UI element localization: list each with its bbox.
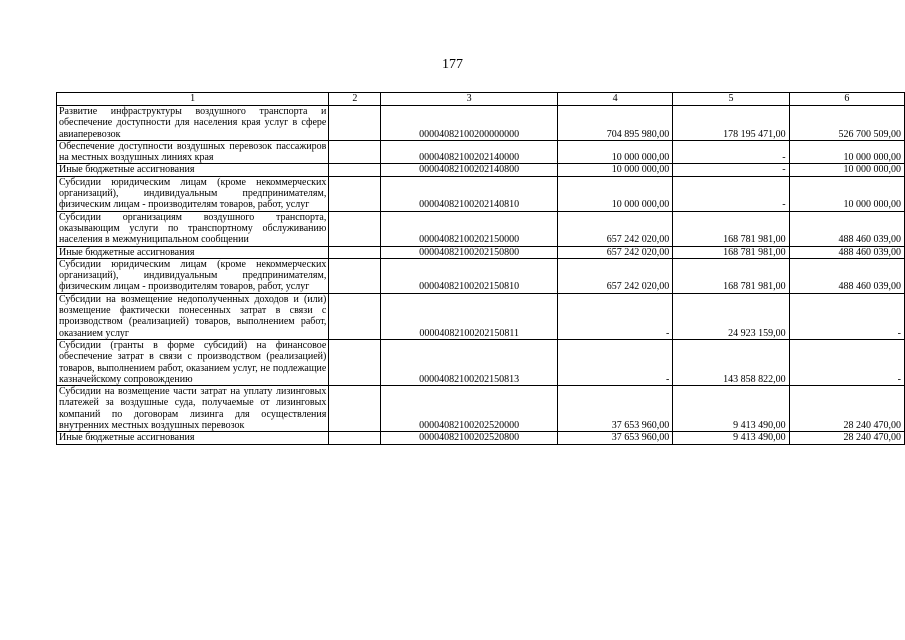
table-row <box>57 176 905 211</box>
row-column-2-cell <box>329 432 381 444</box>
row-value-4-cell: - <box>557 339 672 385</box>
table-header-row <box>57 93 905 106</box>
table-row <box>57 211 905 246</box>
row-code-cell: 00004082100202150813 <box>381 339 558 385</box>
row-column-2-cell <box>329 176 381 211</box>
row-value-4-cell: 10 000 000,00 <box>557 176 672 211</box>
table-row <box>57 432 905 444</box>
row-name-cell: Иные бюджетные ассигнования <box>57 246 329 258</box>
column-header: 6 <box>789 93 904 106</box>
table-row <box>57 246 905 258</box>
row-value-4-cell: 37 653 960,00 <box>557 386 672 432</box>
row-name-cell: Иные бюджетные ассигнования <box>57 432 329 444</box>
row-value-5-cell: 168 781 981,00 <box>673 211 789 246</box>
row-code-cell: 00004082100202150810 <box>381 258 558 293</box>
row-code-cell: 00004082100202140810 <box>381 176 558 211</box>
row-value-4-cell: 10 000 000,00 <box>557 164 672 176</box>
row-name-cell: Субсидии юридическим лицам (кроме некоммерческих организаций), индивидуальным предпринимателям, физическим лицам - производителям товаров, работ, услуг <box>57 258 329 293</box>
row-value-6-cell: 488 460 039,00 <box>789 246 904 258</box>
table-row <box>57 339 905 385</box>
row-value-6-cell: 526 700 509,00 <box>789 106 904 141</box>
row-column-2-cell <box>329 106 381 141</box>
row-value-6-cell: 10 000 000,00 <box>789 164 904 176</box>
row-value-5-cell: 9 413 490,00 <box>673 432 789 444</box>
row-column-2-cell <box>329 293 381 339</box>
page-number: 177 <box>442 57 463 72</box>
column-header: 2 <box>329 93 381 106</box>
row-code-cell: 00004082100202520000 <box>381 386 558 432</box>
table-row <box>57 258 905 293</box>
row-value-5-cell: 143 858 822,00 <box>673 339 789 385</box>
row-value-5-cell: 24 923 159,00 <box>673 293 789 339</box>
row-code-cell: 00004082100202520800 <box>381 432 558 444</box>
row-value-5-cell: - <box>673 176 789 211</box>
row-value-6-cell: 10 000 000,00 <box>789 140 904 164</box>
table-row <box>57 386 905 432</box>
row-column-2-cell <box>329 164 381 176</box>
row-column-2-cell <box>329 258 381 293</box>
row-code-cell: 00004082100202140000 <box>381 140 558 164</box>
column-header: 1 <box>57 93 329 106</box>
row-column-2-cell <box>329 339 381 385</box>
column-header: 5 <box>673 93 789 106</box>
row-value-6-cell: 488 460 039,00 <box>789 211 904 246</box>
row-name-cell: Субсидии (гранты в форме субсидий) на финансовое обеспечение затрат в связи с производством (реализацией) товаров, выполнением работ, оказанием услуг, не подлежащие казначейскому сопровождению <box>57 339 329 385</box>
row-code-cell: 00004082100202140800 <box>381 164 558 176</box>
row-name-cell: Субсидии юридическим лицам (кроме некоммерческих организаций), индивидуальным предпринимателям, физическим лицам - производителям товаров, работ, услуг <box>57 176 329 211</box>
row-value-6-cell: - <box>789 293 904 339</box>
row-value-4-cell: 657 242 020,00 <box>557 258 672 293</box>
row-value-4-cell: 704 895 980,00 <box>557 106 672 141</box>
row-value-5-cell: 168 781 981,00 <box>673 258 789 293</box>
row-value-5-cell: - <box>673 140 789 164</box>
row-code-cell: 00004082100202150000 <box>381 211 558 246</box>
row-column-2-cell <box>329 246 381 258</box>
row-name-cell: Иные бюджетные ассигнования <box>57 164 329 176</box>
row-value-6-cell: 488 460 039,00 <box>789 258 904 293</box>
row-name-cell: Субсидии на возмещение недополученных доходов и (или) возмещение фактически понесенных затрат в связи с производством (реализацией) товаров, выполнением работ, оказанием услуг <box>57 293 329 339</box>
row-value-4-cell: 10 000 000,00 <box>557 140 672 164</box>
row-name-cell: Субсидии организациям воздушного транспорта, оказывающим услуги по транспортному обслуживанию населения в межмуниципальном сообщении <box>57 211 329 246</box>
row-value-4-cell: 657 242 020,00 <box>557 246 672 258</box>
column-header: 4 <box>557 93 672 106</box>
column-header: 3 <box>381 93 558 106</box>
row-value-5-cell: 178 195 471,00 <box>673 106 789 141</box>
row-column-2-cell <box>329 211 381 246</box>
row-value-5-cell: - <box>673 164 789 176</box>
row-column-2-cell <box>329 140 381 164</box>
row-value-4-cell: - <box>557 293 672 339</box>
row-code-cell: 00004082100202150811 <box>381 293 558 339</box>
budget-table <box>56 92 905 445</box>
row-value-6-cell: - <box>789 339 904 385</box>
row-value-6-cell: 28 240 470,00 <box>789 432 904 444</box>
row-column-2-cell <box>329 386 381 432</box>
table-row <box>57 164 905 176</box>
row-name-cell: Субсидии на возмещение части затрат на уплату лизинговых платежей за воздушные суда, получаемые от лизинговых компаний по договорам лизинга для осуществления внутренних местных воздушных перевозок <box>57 386 329 432</box>
row-value-4-cell: 657 242 020,00 <box>557 211 672 246</box>
row-value-5-cell: 168 781 981,00 <box>673 246 789 258</box>
row-name-cell: Обеспечение доступности воздушных перевозок пассажиров на местных воздушных линиях края <box>57 140 329 164</box>
row-value-6-cell: 10 000 000,00 <box>789 176 904 211</box>
row-value-4-cell: 37 653 960,00 <box>557 432 672 444</box>
row-value-6-cell: 28 240 470,00 <box>789 386 904 432</box>
row-code-cell: 00004082100200000000 <box>381 106 558 141</box>
row-name-cell: Развитие инфраструктуры воздушного транспорта и обеспечение доступности для населения края услуг в сфере авиаперевозок <box>57 106 329 141</box>
row-value-5-cell: 9 413 490,00 <box>673 386 789 432</box>
table-row <box>57 140 905 164</box>
table-row <box>57 106 905 141</box>
row-code-cell: 00004082100202150800 <box>381 246 558 258</box>
table-row <box>57 293 905 339</box>
